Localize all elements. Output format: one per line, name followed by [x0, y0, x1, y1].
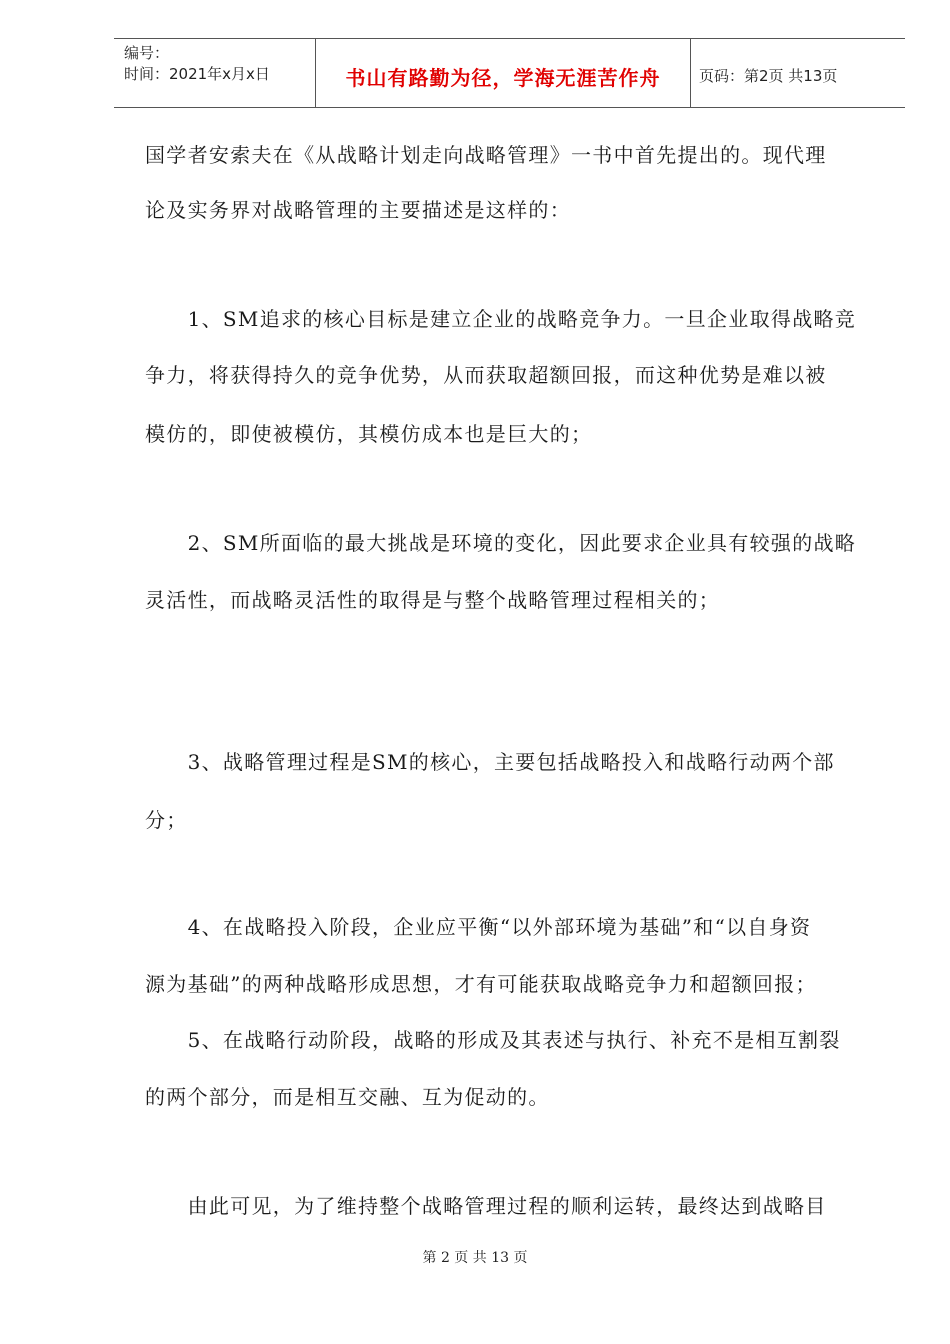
- document-header: [114, 38, 905, 108]
- body-line: 争力，将获得持久的竞争优势，从而获取超额回报，而这种优势是难以被: [145, 363, 827, 387]
- body-line: 2、SM所面临的最大挑战是环境的变化，因此要求企业具有较强的战略: [145, 531, 857, 555]
- header-motto-cell: [315, 39, 691, 107]
- header-page-info: 页码：第2页 共13页: [699, 67, 838, 85]
- document-number-label: 编号：: [124, 44, 170, 62]
- header-motto: 书山有路勤为径，学海无涯苦作舟: [345, 66, 661, 90]
- body-line: 由此可见，为了维持整个战略管理过程的顺利运转，最终达到战略目: [145, 1194, 827, 1218]
- page-footer: 第 2 页 共 13 页: [422, 1250, 528, 1266]
- document-time-label: 时间：2021年x月x日: [124, 65, 270, 83]
- body-line: 1、SM追求的核心目标是建立企业的战略竞争力。一旦企业取得战略竞: [145, 307, 857, 331]
- body-line: 模仿的，即使被模仿，其模仿成本也是巨大的；: [145, 422, 593, 446]
- body-line: 灵活性，而战略灵活性的取得是与整个战略管理过程相关的；: [145, 588, 721, 612]
- body-line: 5、在战略行动阶段，战略的形成及其表述与执行、补充不是相互割裂: [145, 1028, 841, 1052]
- body-line: 4、在战略投入阶段，企业应平衡“以外部环境为基础”和“以自身资: [145, 915, 812, 939]
- header-meta-cell: [114, 39, 315, 107]
- body-line: 论及实务界对战略管理的主要描述是这样的：: [145, 198, 571, 222]
- body-line: 的两个部分，而是相互交融、互为促动的。: [145, 1085, 550, 1109]
- body-line: 国学者安索夫在《从战略计划走向战略管理》一书中首先提出的。现代理: [145, 143, 827, 167]
- body-line: 分；: [145, 808, 188, 832]
- header-page-cell: [690, 39, 905, 107]
- body-line: 3、战略管理过程是SM的核心，主要包括战略投入和战略行动两个部: [145, 750, 835, 774]
- body-line: 源为基础”的两种战略形成思想，才有可能获取战略竞争力和超额回报；: [145, 972, 817, 996]
